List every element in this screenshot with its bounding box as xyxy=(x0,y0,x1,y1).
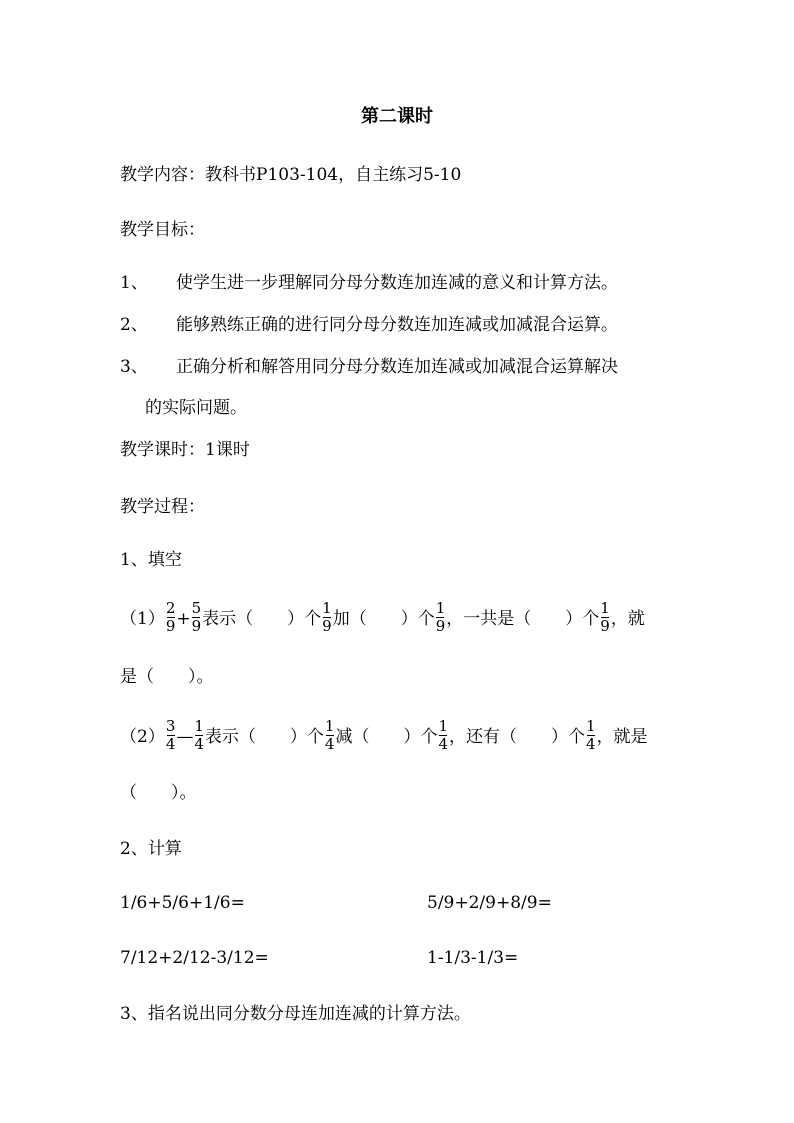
goal-number: 1、 xyxy=(120,273,148,293)
hours-line: 教学课时：1课时 xyxy=(120,440,250,460)
question-text: 加（ ）个 xyxy=(332,609,435,629)
question-text: 表示（ ）个 xyxy=(204,727,324,747)
fraction: $\frac{1}{4}$ xyxy=(438,717,449,753)
fraction: $\frac{1}{4}$ xyxy=(324,717,335,753)
fraction: $\frac{1}{9}$ xyxy=(600,599,610,635)
goal-number: 2、 xyxy=(120,315,148,335)
fraction: $\frac{1}{4}$ xyxy=(194,717,204,753)
goal-text: 使学生进一步理解同分母分数连加连减的意义和计算方法。 xyxy=(176,273,618,293)
fraction: $\frac{5}{9}$ xyxy=(191,599,202,635)
section-calc-heading: 2、计算 xyxy=(120,839,182,859)
question-label: （2） xyxy=(120,727,165,747)
calc-exercise: 1-1/3-1/3= xyxy=(427,948,519,968)
process-heading: 教学过程： xyxy=(120,497,205,517)
content-line: 教学内容：教科书P103-104，自主练习5-10 xyxy=(120,165,462,185)
fraction: $\frac{3}{4}$ xyxy=(165,717,176,753)
calc-exercise: 7/12+2/12-3/12= xyxy=(120,948,269,968)
question-text: ，就是 xyxy=(596,727,648,747)
question-text: ，还有（ ）个 xyxy=(449,727,586,747)
fill-question-2 xyxy=(120,717,648,755)
question-text: ，就 xyxy=(610,609,645,629)
section-fill-heading: 1、填空 xyxy=(120,550,182,570)
goal-item-1 xyxy=(120,272,618,294)
question-label: （1） xyxy=(120,609,165,629)
operator: + xyxy=(176,609,191,629)
goal-item-2 xyxy=(120,314,618,336)
goal-item-3-continuation: 的实际问题。 xyxy=(145,398,247,418)
fraction: $\frac{1}{9}$ xyxy=(322,599,332,635)
page-title: 第二课时 xyxy=(361,106,433,127)
question-text: ，一共是（ ）个 xyxy=(446,609,600,629)
fill-question-1 xyxy=(120,599,645,637)
fill-question-1-continuation: 是（ ）。 xyxy=(120,667,214,687)
goals-heading: 教学目标： xyxy=(120,220,205,240)
fill-question-2-continuation: （ ）。 xyxy=(120,783,197,803)
fraction: $\frac{2}{9}$ xyxy=(165,599,176,635)
goal-text: 正确分析和解答用同分母分数连加连减或加减混合运算解决 xyxy=(176,357,618,377)
calc-exercise: 5/9+2/9+8/9= xyxy=(427,893,552,913)
calc-exercise: 1/6+5/6+1/6= xyxy=(120,893,245,913)
section-method-heading: 3、指名说出同分数分母连加连减的计算方法。 xyxy=(120,1004,471,1024)
goal-number: 3、 xyxy=(120,357,148,377)
question-text: 减（ ）个 xyxy=(335,727,438,747)
goal-item-3 xyxy=(120,356,618,378)
fraction: $\frac{1}{9}$ xyxy=(435,599,446,635)
question-text: 表示（ ）个 xyxy=(202,609,322,629)
fraction: $\frac{1}{4}$ xyxy=(586,717,596,753)
operator: — xyxy=(176,727,194,747)
goal-text: 能够熟练正确的进行同分母分数连加连减或加减混合运算。 xyxy=(176,315,618,335)
